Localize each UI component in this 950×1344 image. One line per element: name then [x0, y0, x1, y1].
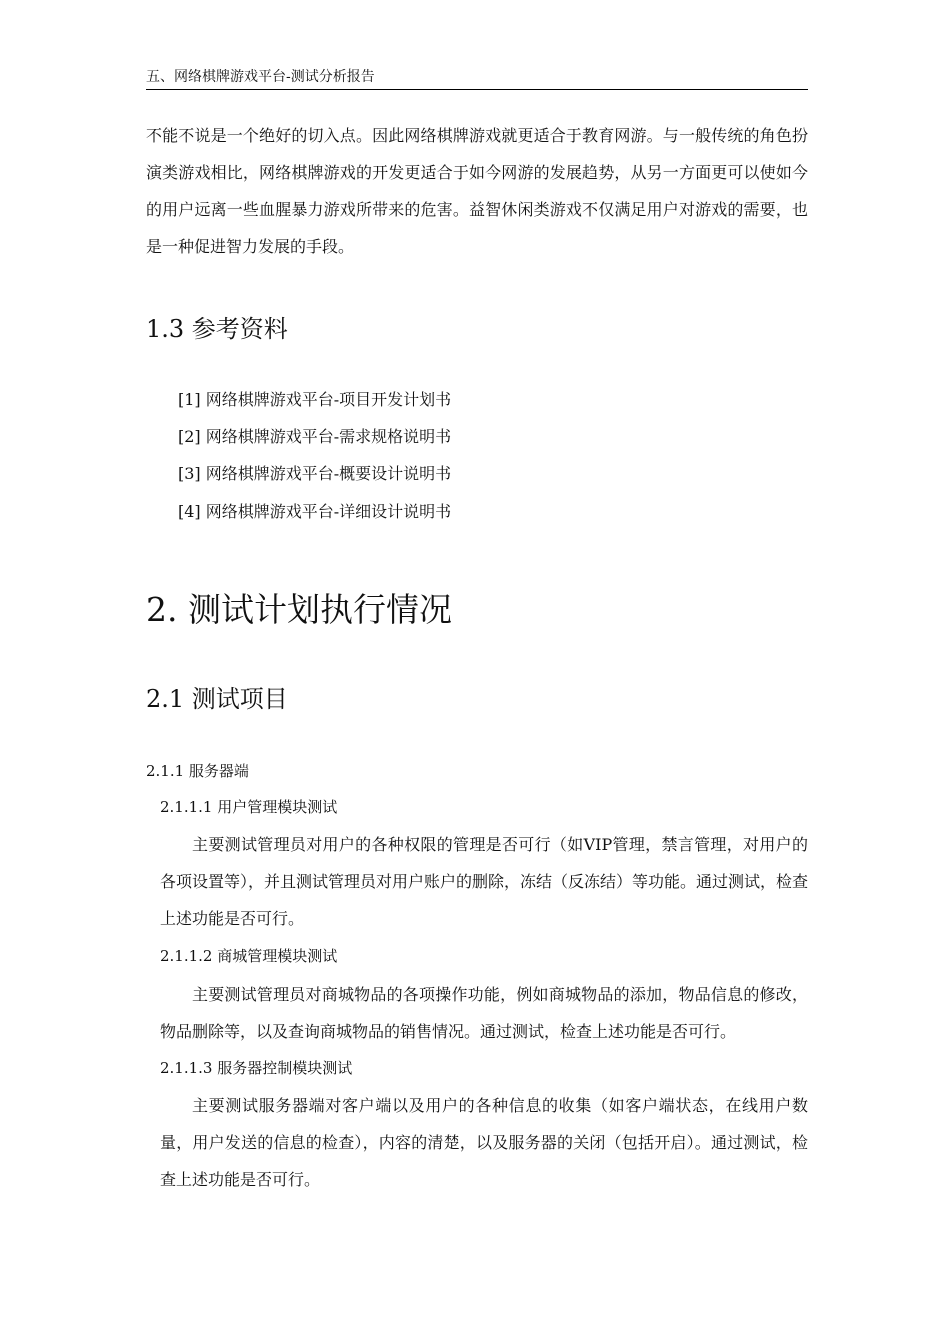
- reference-item-3: [3] 网络棋牌游戏平台-概要设计说明书: [178, 464, 452, 483]
- subsection-heading-2-1-1: 2.1.1 服务器端: [146, 762, 249, 780]
- section-heading-1-3: 1.3 参考资料: [146, 315, 288, 343]
- header-title: 五、网络棋牌游戏平台-测试分析报告: [146, 69, 375, 85]
- reference-item-1: [1] 网络棋牌游戏平台-项目开发计划书: [178, 390, 452, 409]
- item-text-user-management: 主要测试管理员对用户的各种权限的管理是否可行（如VIP管理，禁言管理，对用户的各项设置等），并且测试管理员对用户账户的删除，冻结（反冻结）等功能。通过测试，检查上述功能是否可行。: [160, 835, 809, 928]
- item-heading-user-management: 2.1.1.1 用户管理模块测试: [160, 798, 338, 816]
- chapter-heading-2: 2. 测试计划执行情况: [146, 590, 452, 629]
- page-header: [146, 66, 808, 90]
- item-heading-server-control: 2.1.1.3 服务器控制模块测试: [160, 1059, 353, 1077]
- item-text-server-control: 主要测试服务器端对客户端以及用户的各种信息的收集（如客户端状态，在线用户数量，用户发送的信息的检查），内容的清楚，以及服务器的关闭（包括开启）。通过测试，检查上述功能是否可行。: [160, 1096, 808, 1189]
- item-text-mall-management: 主要测试管理员对商城物品的各项操作功能，例如商城物品的添加，物品信息的修改，物品删除等，以及查询商城物品的销售情况。通过测试，检查上述功能是否可行。: [160, 985, 808, 1041]
- intro-paragraph: 不能不说是一个绝好的切入点。因此网络棋牌游戏就更适合于教育网游。与一般传统的角色扮演类游戏相比，网络棋牌游戏的开发更适合于如今网游的发展趋势，从另一方面更可以使如今的用户远离一些血腥暴力游戏所带来的危害。益智休闲类游戏不仅满足用户对游戏的需要，也是一种促进智力发展的手段。: [146, 126, 808, 256]
- section-heading-2-1: 2.1 测试项目: [146, 685, 288, 713]
- item-heading-mall-management: 2.1.1.2 商城管理模块测试: [160, 947, 338, 965]
- reference-item-4: [4] 网络棋牌游戏平台-详细设计说明书: [178, 502, 452, 521]
- reference-item-2: [2] 网络棋牌游戏平台-需求规格说明书: [178, 427, 452, 446]
